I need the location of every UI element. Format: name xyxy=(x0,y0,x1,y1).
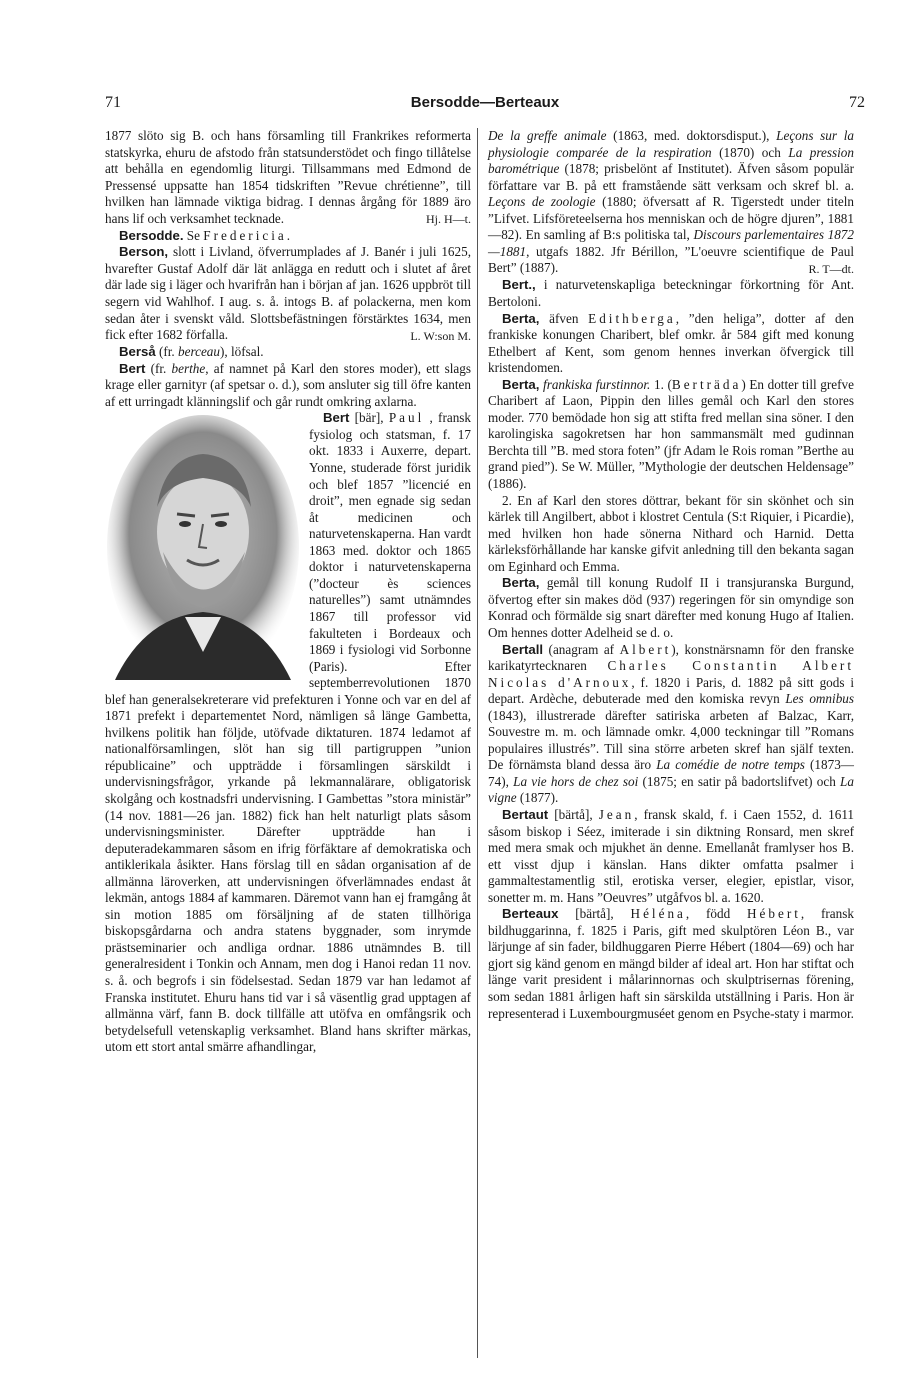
entry-bertaut: Bertaut [bärtå], Jean, fransk skald, f. i Caen 1552, d. 1611 såsom biskop i Séez, imiterade i sin diktning Ronsard, men skref med mera smak och mjukhet än denne. Emellanåt framlyser hos B. ett visst djup i känslan. Hans dikter omfatta psalmer i gammaltestamentlig stil, erotiska verser, elegier, epistlar, visor, sonetter m. m. Hans ”Oeuvres” utgåfvos bl. a. 1620. xyxy=(488,806,855,905)
entry-berson: Berson, slott i Livland, öfverrumplades af J. Banér i juli 1625, hvarefter Gustaf Adolf där lät anlägga en redutt och i slutet af året där lade sig i läger och hvarifrån han i början af jan. 1626 uppbröt till segern vid Wahlhof. I aug. s. å. intogs B. af polackerna, men kom sedan åter i svenskt våld. Slottsbefästningen förstärktes 1634, men fick efter 1682 förfalla. L. W:son M. xyxy=(105,244,471,343)
page-header xyxy=(105,94,865,118)
entry-berteaux: Berteaux [bärtå], Héléna, född Hébert, fransk bildhuggarinna, f. 1825 i Paris, gift med skulptören Léon B., var lärjunge af sin fader, bildhuggaren Pierre Hébert (1804—69) och har gjort sig känd genom en mängd bilder af ideal art. Hon har stiftat och länge varit president i målarinnornas och skulptrisernas förening, som sedan 1881 årligen haft sin särskilda utställning i Paris. Hon är representerad i Luxembourgmuséet genom en Psyche-staty i marmor. xyxy=(488,906,854,1021)
entry-bertall: Bertall (anagram af Albert), konstnärsnamn för den franske karikatyrtecknaren Charles Constantin Albert Nicolas d'Arnoux, f. 1820 i Paris, d. 1882 på sitt gods i depart. Ardèche, debuterade med den komiska revyn Les omnibus (1843), illustrerade därefter satiriska arbeten af Balzac, Karr, Souvestre m. m. och lämnade omkr. 4,000 teckningar till ”Romans populaires illustrés”. Till sina större arbeten skref han själf texten. De förnämsta bland dessa äro La comédie de notre temps (1873—74), La vie hors de chez soi (1875; en satir på badortslifvet) och La vigne (1877). xyxy=(488,641,855,806)
entry-bersodde: Bersodde. Se Fredericia. xyxy=(119,227,294,243)
headword: Bersodde. xyxy=(119,227,184,243)
author-signature: Hj. H—t. xyxy=(426,212,471,227)
entry-berta-burgund: Berta, gemål till konung Rudolf II i transjuranska Burgund, öfvertog efter sin makes död (937) regeringen för sin omyndige son Konrad och förmälde sig snart därefter med konung Hugo af Italien. Om hennes dotter Adelheid se d. o. xyxy=(488,575,855,640)
entry-bert-abbrev: Bert., i naturvetenskapliga beteckningar förkortning för Ant. Bertoloni. xyxy=(488,277,854,310)
headword: Berså xyxy=(119,344,156,360)
running-title: Bersodde—Berteaux xyxy=(410,94,560,111)
headword: Berson, xyxy=(119,244,169,260)
entry-bert-paul: Bert [bär], Paul , fransk fysiolog och statsman, f. 17 okt. 1833 i Auxerre, depart. Yonne, studerade först juridik och blef 1857 ”licencié en droit”, men egnade sig sedan åt medicinen och naturvetenskaperna. Han vardt 1863 med. doktor och 1865 doktor i naturvetenskaperna (”docteur ès sciences naturelles”) samt utnämndes 1867 till professor vid fakulteten i Bordeaux och 1869 i fysiologi vid Sorbonne (Paris). Efter septemberrevolutionen 1870 blef han generalsekreterare vid prefekturen i Yonne och var en del af 1871 prefekt i departementet Nord, nämligen så länge Gambetta, hvilkens politik han följde, utöfvade diktaturen. 1874 ledamot af nationalförsamlingen, slöt han sig till partigruppen ”union républicaine” och uppträdde i församlingen särskildt i undervisningsfrågor, yrkande på lekmannalärare, obligatorisk skolgång och kostnadsfri undervisning. I Gambettas ”stora ministär” (14 nov. 1881—26 jan. 1882) fick han helt naturligt plats såsom undervisningsminister. Därefter uppträdde han i deputeradekammaren såsom en ifrig förfäktare af demokratiska och antiklerikala åsikter. Hans förslag till en sådan organisation af de allmänna läroverken, att undervisningen öfverlämnades endast åt lekmän, antogs 1884 af kammaren. Däremot vann han ej framgång åt sin motion 1885 om försäljning af de staten tillhöriga biskopsgårdarna och andra statens byggnader, som inrymde prästseminarier och andliga ordnar. 1886 utnämndes B. till generalresident i Tonkin och Annam, men dog i Hanoi redan 11 nov. s. å. och begrofs i sin födelsestad. Sedan 1879 var han ledamot af Franska institutet. Ehuru hans tid var i så väsentlig grad upptagen af allmänna värf, fann B. dock tillfälle att utöfva en omfångsrik och betydelsefull vetenskaplig verksamhet. Bland hans skrifter märkas, utom ett stort antal smärre afhandlingar, xyxy=(105,410,472,1055)
right-column xyxy=(488,128,854,1022)
entry-bert-collar: Bert (fr. berthe, af namnet på Karl den stores moder), ett slags krage eller garnityr (af spetsar o. d.), som ansluter sig till öfre kanten af ett urringadt klänningslif och går rundt omkring axlarna. xyxy=(105,360,472,409)
entry-bert-paul-continued: De la greffe animale (1863, med. doktorsdisput.), Leçons sur la physiologie comparée de la respiration (1870) och La pression barométrique (1878; prisbelönt af Institutet). Äfven såsom populär författare var B. på ett framstående sätt verksam och skref bl. a. Leçons de zoologie (1880; öfversatt af R. Tigerstedt under titeln ”Lifvet. Lifsföreteelserna hos menniskan och de högre djuren”, 1881—82). En samling af B:s politiska tal, Discours parlementaires 1872—1881, utgafs 1882. Jfr Bérillon, ”L'oeuvre scientifique de Paul Bert” (1887). R. T—dt. xyxy=(488,128,855,276)
page-number-right: 72 xyxy=(849,94,865,111)
left-column xyxy=(105,128,471,1056)
entry-berta-princesses-2: 2. En af Karl den stores döttrar, bekant för sin skönhet och sin kärlek till Angilbert, abbot i klostret Centula (S:t Riquier, i Picardie), med hvilken hon hade sönerna Nithard och Harnid. Detta kärleksförhållande har kanske gifvit anledning till den bekanta sagan om Eginhard och Emma. xyxy=(488,492,854,574)
entry-bersa: Berså (fr. berceau), löfsal. xyxy=(119,344,264,360)
entry-continuation: 1877 slöto sig B. och hans församling till Frankrikes reformerta statskyrka, ehuru de afstodo från statsunderstödet och fingo tillåtelse att behålla en egendomlig liturgi. Tillsammans med Edmond de Pressensé uppsatte han 1854 tidskriften ”Revue chrétienne”, till hvilken han lämnade viktiga bidrag. I dennas årgång för 1889 äro hans lif och verksamhet tecknade. Hj. H—t. xyxy=(105,128,471,227)
author-signature: R. T—dt. xyxy=(808,261,854,276)
headword: Berta, xyxy=(502,310,540,326)
headword: Bert., xyxy=(502,277,536,293)
entry-berta-saint: Berta, äfven Edithberga, ”den heliga”, dotter af den frankiske konungen Charibert, blef omkr. år 584 gift med konung Ethelbert af Kent, som genom hennes inverkan öfvergick till kristendomen. xyxy=(488,310,855,376)
headword: Berteaux xyxy=(502,906,559,922)
portrait-engraving xyxy=(105,412,301,680)
headword: Berta, xyxy=(502,376,540,392)
page-number-left: 71 xyxy=(105,94,121,111)
author-signature: L. W:son M. xyxy=(410,328,471,343)
headword: Bert xyxy=(119,360,146,376)
headword: Berta, xyxy=(502,575,540,591)
headword: Bertall xyxy=(502,641,544,657)
entry-berta-princesses: Berta, frankiska furstinnor. 1. (Berträda) En dotter till grefve Charibert af Laon, Pippin den lilles gemål och Karl den stores moder. 770 bemödade hon sig att stifta fred mellan sina söner. I den karolingiska sagokretsen har hon sammansmält med gudinnan Berchta till ”B. med stora foten” (jfr Adam le Rois roman ”Berthe au grand pied”). Se W. Müller, ”Mythologie der deutschen Heldensage” (1886). xyxy=(488,376,854,492)
headword: Bert xyxy=(323,410,350,426)
column-divider xyxy=(477,128,478,1358)
headword: Bertaut xyxy=(502,806,549,822)
